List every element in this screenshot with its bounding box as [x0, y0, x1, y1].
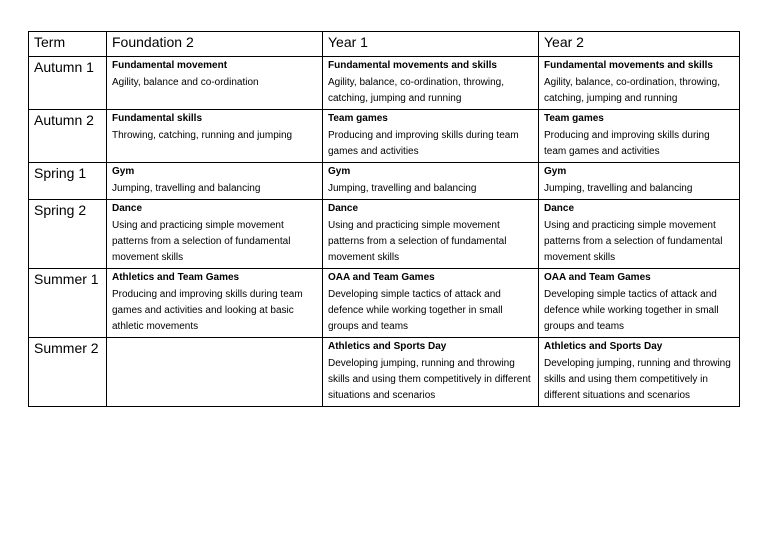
activity-description: Jumping, travelling and balancing [544, 183, 693, 194]
activity-title: Gym [544, 166, 567, 177]
activity-description: Jumping, travelling and balancing [328, 183, 477, 194]
table-row [29, 57, 740, 110]
activity-title: Athletics and Sports Day [328, 341, 447, 352]
table-row [29, 269, 740, 338]
year-2-cell [539, 338, 740, 407]
activity-title: Fundamental movement [112, 60, 228, 71]
header-term: Term [29, 32, 107, 57]
table-row [29, 200, 740, 269]
foundation-2-cell [107, 163, 323, 200]
term-cell: Summer 1 [29, 269, 107, 338]
foundation-2-cell [107, 338, 323, 407]
activity-description: Agility, balance, co-ordination, throwing, catching, jumping and running [544, 77, 721, 104]
header-year-2: Year 2 [539, 32, 740, 57]
year-2-cell [539, 110, 740, 163]
year-2-cell [539, 200, 740, 269]
activity-description: Using and practicing simple movement patterns from a selection of fundamental movement skills [544, 220, 723, 263]
foundation-2-cell [107, 269, 323, 338]
year-1-cell [323, 110, 539, 163]
activity-title: Gym [328, 166, 351, 177]
activity-title: Fundamental movements and skills [544, 60, 713, 71]
activity-description: Developing jumping, running and throwing skills and using them competitively in different situations and scenarios [544, 358, 731, 401]
year-2-cell [539, 57, 740, 110]
activity-description: Using and practicing simple movement patterns from a selection of fundamental movement skills [112, 220, 291, 263]
activity-title: Athletics and Team Games [112, 272, 240, 283]
table-row [29, 338, 740, 407]
year-1-cell [323, 200, 539, 269]
activity-description: Developing jumping, running and throwing skills and using them competitively in different situations and scenarios [328, 358, 531, 401]
year-1-cell [323, 338, 539, 407]
activity-description: Developing simple tactics of attack and defence while working together in small groups and teams [544, 289, 719, 332]
activity-title: Team games [544, 113, 604, 124]
activity-title: Fundamental skills [112, 113, 203, 124]
activity-title: Dance [328, 203, 359, 214]
year-1-cell [323, 163, 539, 200]
activity-description: Producing and improving skills during team games and activities [328, 130, 519, 157]
table-row [29, 163, 740, 200]
activity-description: Producing and improving skills during team games and activities [544, 130, 710, 157]
term-cell: Spring 2 [29, 200, 107, 269]
foundation-2-cell [107, 200, 323, 269]
activity-title: Team games [328, 113, 388, 124]
header-row [29, 32, 740, 57]
table-row [29, 110, 740, 163]
activity-title: OAA and Team Games [544, 272, 651, 283]
activity-title: OAA and Team Games [328, 272, 435, 283]
curriculum-table [28, 31, 740, 407]
activity-title: Dance [544, 203, 575, 214]
foundation-2-cell [107, 57, 323, 110]
activity-title: Athletics and Sports Day [544, 341, 663, 352]
header-foundation-2: Foundation 2 [107, 32, 323, 57]
year-1-cell [323, 57, 539, 110]
year-2-cell [539, 163, 740, 200]
activity-description: Agility, balance and co-ordination [112, 77, 259, 88]
term-cell: Summer 2 [29, 338, 107, 407]
activity-description: Developing simple tactics of attack and defence while working together in small groups and teams [328, 289, 503, 332]
year-2-cell [539, 269, 740, 338]
activity-title: Dance [112, 203, 143, 214]
header-year-1: Year 1 [323, 32, 539, 57]
year-1-cell [323, 269, 539, 338]
activity-description: Throwing, catching, running and jumping [112, 130, 293, 141]
foundation-2-cell [107, 110, 323, 163]
activity-description: Jumping, travelling and balancing [112, 183, 261, 194]
term-cell: Autumn 1 [29, 57, 107, 110]
activity-description: Agility, balance, co-ordination, throwing, catching, jumping and running [328, 77, 505, 104]
activity-title: Gym [112, 166, 135, 177]
activity-title: Fundamental movements and skills [328, 60, 497, 71]
term-cell: Spring 1 [29, 163, 107, 200]
activity-description: Using and practicing simple movement patterns from a selection of fundamental movement skills [328, 220, 507, 263]
activity-description: Producing and improving skills during team games and activities and looking at basic athletic movements [112, 289, 303, 332]
term-cell: Autumn 2 [29, 110, 107, 163]
